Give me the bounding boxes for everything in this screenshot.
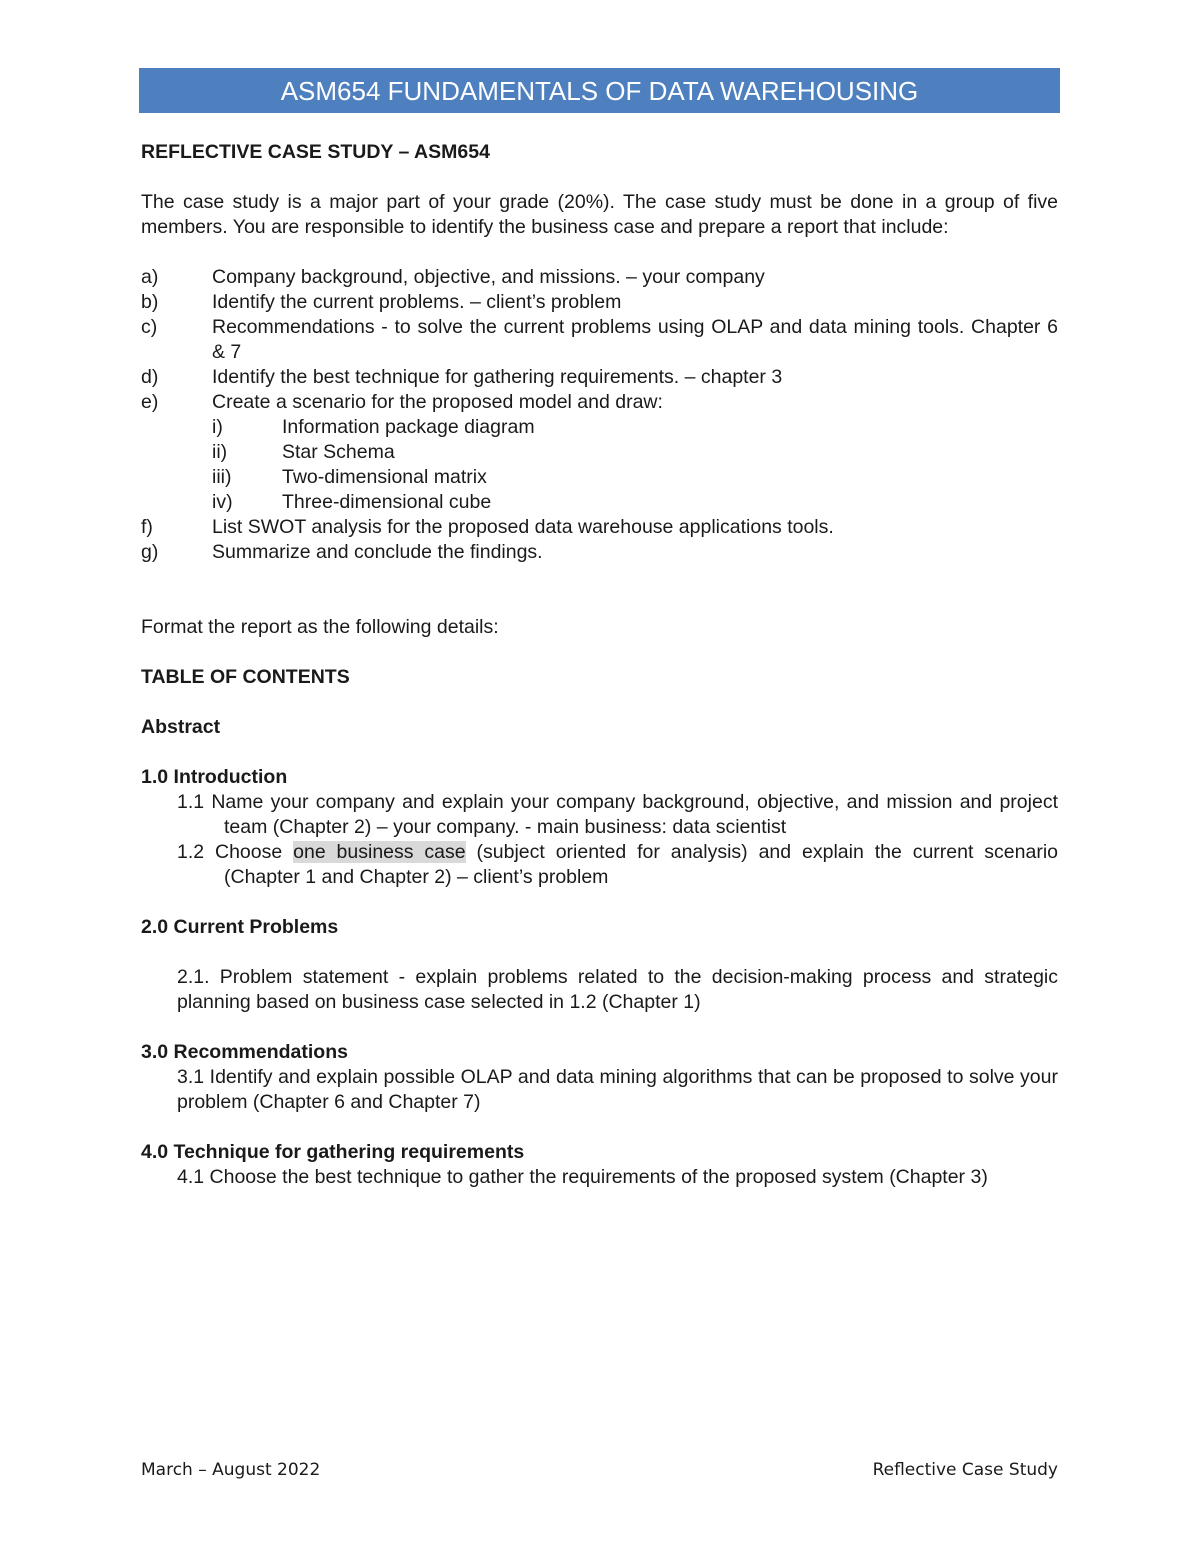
list-marker: d)	[141, 366, 159, 388]
list-marker: i)	[212, 416, 223, 438]
list-marker: f)	[141, 516, 153, 538]
list-marker: iv)	[212, 491, 233, 513]
list-item	[141, 390, 1058, 415]
list-item-text: Identify the current problems. – client’s problem	[212, 291, 622, 313]
requirements-list	[141, 265, 1058, 565]
toc-title: TABLE OF CONTENTS	[141, 666, 350, 688]
subsection-4-1: 4.1 Choose the best technique to gather the requirements of the proposed system (Chapter 3)	[177, 1166, 988, 1188]
sub-list-item	[141, 490, 1058, 515]
list-item	[141, 515, 1058, 540]
list-item-text: Three-dimensional cube	[282, 491, 492, 513]
section-heading-technique: 4.0 Technique for gathering requirements	[141, 1141, 525, 1163]
intro-paragraph: The case study is a major part of your grade (20%). The case study must be done in a group of five members. You are responsible to identify the business case and prepare a report that include:	[141, 191, 1058, 238]
list-item	[141, 290, 1058, 315]
list-item	[141, 265, 1058, 290]
subsection-1-2: 1.2 Choose one business case (subject oriented for analysis) and explain the current scenario (Chapter 1 and Chapter 2) – client’s problem	[177, 841, 1059, 888]
abstract-heading: Abstract	[141, 716, 221, 738]
list-item-text: Star Schema	[282, 441, 395, 463]
section-heading-introduction: 1.0 Introduction	[141, 766, 288, 788]
sub-list-item	[141, 465, 1058, 490]
list-item-text: Two-dimensional matrix	[282, 466, 487, 488]
list-marker: c)	[141, 316, 158, 338]
highlighted-text: one business case	[293, 841, 466, 863]
list-marker: b)	[141, 291, 159, 313]
list-item-text: Create a scenario for the proposed model and draw:	[212, 391, 663, 413]
subsection-3-1: 3.1 Identify and explain possible OLAP and data mining algorithms that can be proposed to solve your problem (Chapter 6 and Chapter 7)	[177, 1066, 1058, 1113]
doc-title: REFLECTIVE CASE STUDY – ASM654	[141, 141, 490, 163]
list-item	[141, 365, 1058, 390]
list-item-text: Summarize and conclude the findings.	[212, 541, 543, 563]
list-item-text: Identify the best technique for gathering requirements. – chapter 3	[212, 366, 783, 388]
format-note: Format the report as the following details:	[141, 616, 499, 638]
subsection-2-1: 2.1. Problem statement - explain problems related to the decision-making process and strategic planning based on business case selected in 1.2 (Chapter 1)	[177, 966, 1058, 1013]
list-marker: ii)	[212, 441, 228, 463]
list-item-text: List SWOT analysis for the proposed data warehouse applications tools.	[212, 516, 834, 538]
footer-date: March – August 2022	[141, 1460, 321, 1480]
section-heading-current-problems: 2.0 Current Problems	[141, 916, 339, 938]
list-marker: a)	[141, 266, 159, 288]
list-item	[141, 540, 1058, 565]
section-heading-recommendations: 3.0 Recommendations	[141, 1041, 348, 1063]
header-banner: ASM654 FUNDAMENTALS OF DATA WAREHOUSING	[139, 68, 1060, 113]
list-marker: iii)	[212, 466, 232, 488]
list-item-text: Recommendations - to solve the current problems using OLAP and data mining tools. Chapter 6 & 7	[212, 316, 1058, 363]
document-body	[141, 140, 1058, 1190]
list-marker: e)	[141, 391, 159, 413]
list-item-text: Information package diagram	[282, 416, 535, 438]
list-item-text: Company background, objective, and missions. – your company	[212, 266, 765, 288]
footer-doc-name: Reflective Case Study	[872, 1460, 1058, 1480]
list-item	[141, 315, 1058, 365]
sub-list-item	[141, 415, 1058, 440]
list-marker: g)	[141, 541, 159, 563]
sub-list-item	[141, 440, 1058, 465]
subsection-1-1: 1.1 Name your company and explain your company background, objective, and mission and project team (Chapter 2) – your company. - main business: data scientist	[177, 791, 1058, 838]
